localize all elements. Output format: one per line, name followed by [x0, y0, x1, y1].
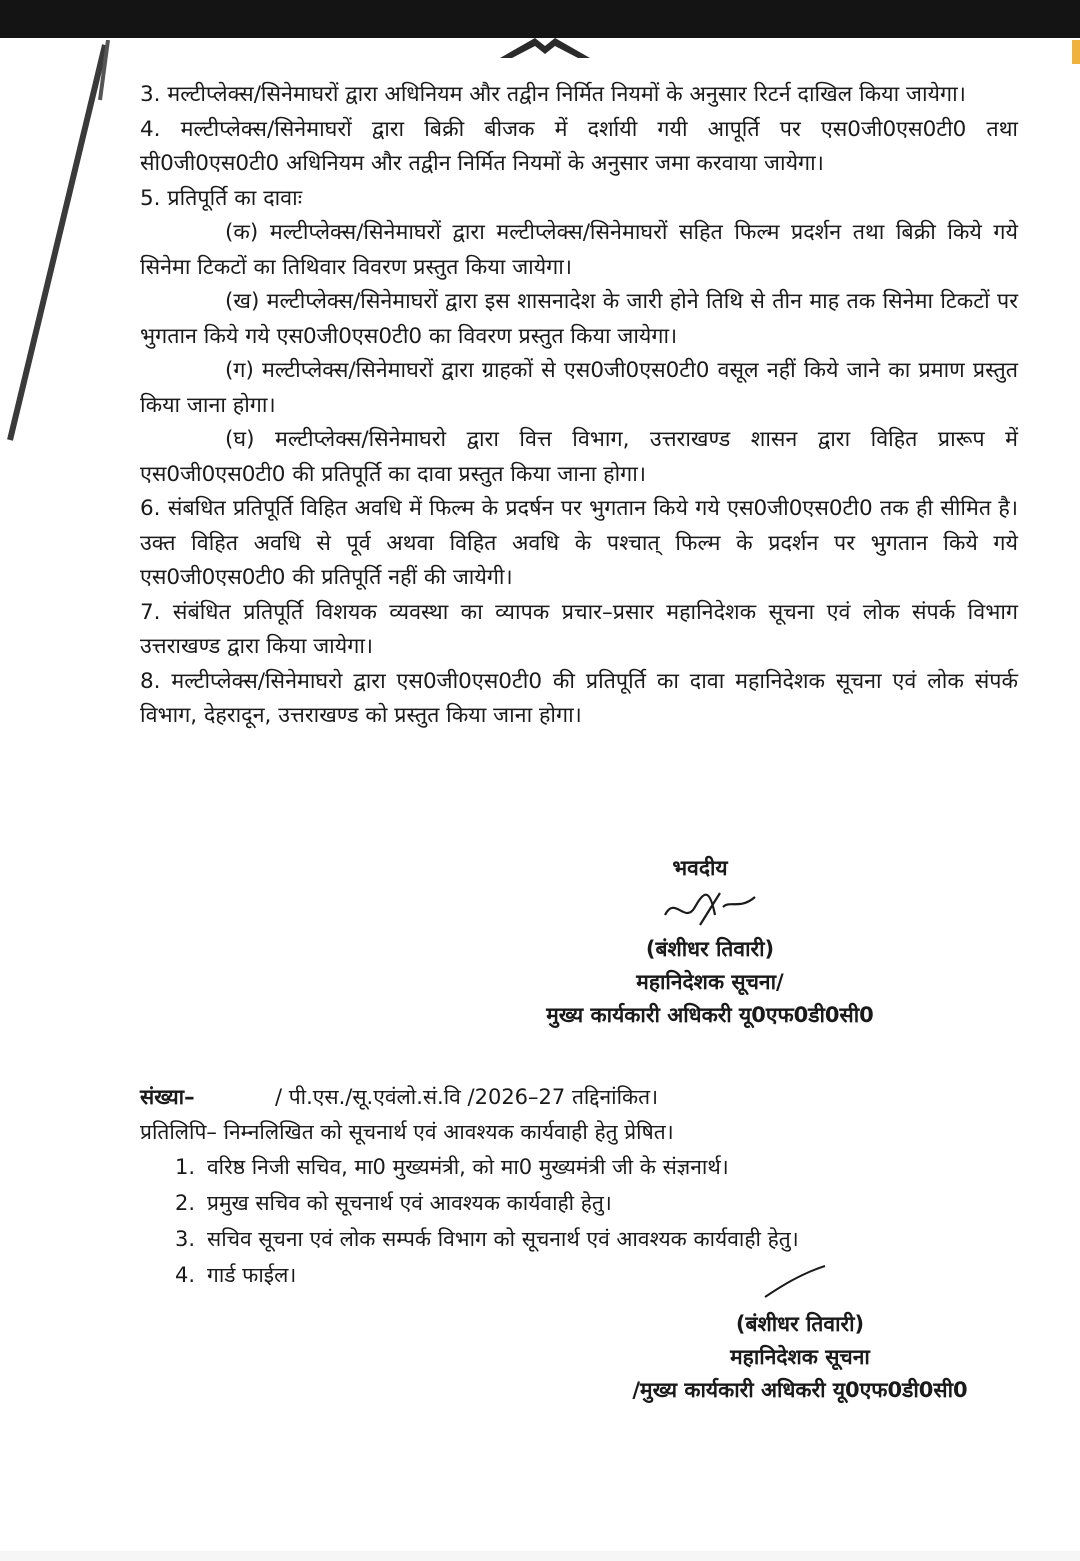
point-6: 6. संबधित प्रतिपूर्ति विहित अवधि में फिल्म के प्रदर्षन पर भुगतान किये गये एस0जी0एस0टी0 तक ही सीमित है। उक्त विहित अवधि से पूर्व अथवा विहित अवधि के पश्चात् फिल्म के प्रदर्शन पर भुगतान किये गये एस0जी0एस0टी0 की प्रतिपूर्ति नहीं की जायेगी।	[140, 496, 1018, 590]
emblem-icon	[500, 36, 590, 66]
signatory-designation-2-1: महानिदेशक सूचना	[730, 1345, 870, 1369]
signatory-designation-2: मुख्य कार्यकारी अधिकरी यू0एफ0डी0सी0	[546, 1003, 874, 1027]
page-edge-marker	[1072, 40, 1080, 64]
signature-icon	[645, 885, 775, 933]
initial-mark-icon	[760, 1262, 830, 1302]
signatory-name-2: (बंशीधर तिवारी)	[735, 1312, 865, 1336]
point-5: 5. प्रतिपूर्ति का दावाः	[140, 185, 303, 211]
point-8: 8. मल्टीप्लेक्स/सिनेमाघरो द्वारा एस0जी0एस0टी0 की प्रतिपूर्ति का दावा महानिदेशक सूचना एवं लोक संपर्क विभाग, देहरादून, उत्तराखण्ड को प्रस्तुत किया जाना होगा।	[140, 668, 1018, 728]
signatory-name: (बंशीधर तिवारी)	[645, 937, 775, 961]
dispatch-number-line	[140, 1080, 1020, 1115]
document-body	[140, 78, 1018, 734]
point-5-ga: (ग) मल्टीप्लेक्स/सिनेमाघरों द्वारा ग्राहकों से एस0जी0एस0टी0 वसूल नहीं किये जाने का प्रमाण प्रस्तुत किया जाना होगा।	[140, 358, 1018, 418]
list-item: 3. सचिव सूचना एवं लोक सम्पर्क विभाग को सूचनार्थ एवं आवश्यक कार्यवाही हेतु।	[175, 1227, 799, 1251]
closing-text: भवदीय	[672, 856, 728, 880]
bottom-edge	[0, 1551, 1080, 1561]
dispatch-number-label: संख्या–	[140, 1085, 195, 1109]
dispatch-number-value: / पी.एस./सू.एवंलो.सं.वि /2026–27 तद्दिनांकित।	[275, 1085, 659, 1109]
margin-scribble	[0, 40, 120, 460]
top-dark-bar	[0, 0, 1080, 38]
point-4: 4. मल्टीप्लेक्स/सिनेमाघरों द्वारा बिक्री बीजक में दर्शायी गयी आपूर्ति पर एस0जी0एस0टी0 तथा सी0जी0एस0टी0 अधिनियम और तद्वीन निर्मित नियमों के अनुसार जमा करवाया जायेगा।	[140, 116, 1018, 176]
signature-block-1	[500, 852, 920, 1032]
list-item: 1. वरिष्ठ निजी सचिव, मा0 मुख्यमंत्री, को मा0 मुख्यमंत्री जी के संज्ञनार्थ।	[175, 1155, 729, 1179]
list-item: 2. प्रमुख सचिव को सूचनार्थ एवं आवश्यक कार्यवाही हेतु।	[175, 1191, 612, 1215]
signatory-designation-1: महानिदेशक सूचना/	[636, 970, 784, 994]
signatory-designation-2-2: /मुख्य कार्यकारी अधिकरी यू0एफ0डी0सी0	[632, 1378, 968, 1402]
list-item: 4. गार्ड फाईल।	[175, 1263, 297, 1287]
dispatch-section	[140, 1080, 1020, 1294]
recipients-list	[140, 1150, 1020, 1294]
point-5-kha: (ख) मल्टीप्लेक्स/सिनेमाघरों द्वारा इस शासनादेश के जारी होने तिथि से तीन माह तक सिनेमा टिकटों पर भुगतान किये गये एस0जी0एस0टी0 का विवरण प्रस्तुत किया जायेगा।	[140, 289, 1018, 349]
signature-block-2	[590, 1308, 1010, 1407]
point-5-ka: (क) मल्टीप्लेक्स/सिनेमाघरों द्वारा मल्टीप्लेक्स/सिनेमाघरों सहित फिल्म प्रदर्शन तथा बिक्री किये गये सिनेमा टिकटों का तिथिवार विवरण प्रस्तुत किया जायेगा।	[140, 220, 1018, 280]
point-7: 7. संबंधित प्रतिपूर्ति विशयक व्यवस्था का व्यापक प्रचार–प्रसार महानिदेशक सूचना एवं लोक संपर्क विभाग उत्तराखण्ड द्वारा किया जायेगा।	[140, 599, 1018, 659]
point-3: 3. मल्टीप्लेक्स/सिनेमाघरों द्वारा अधिनियम और तद्वीन निर्मित नियमों के अनुसार रिटर्न दाखिल किया जायेगा।	[140, 82, 966, 107]
copy-line: प्रतिलिपि– निम्नलिखित को सूचनार्थ एवं आवश्यक कार्यवाही हेतु प्रेषित।	[140, 1120, 674, 1144]
point-5-gha: (घ) मल्टीप्लेक्स/सिनेमाघरो द्वारा वित्त विभाग, उत्तराखण्ड शासन द्वारा विहित प्रारूप में एस0जी0एस0टी0 की प्रतिपूर्ति का दावा प्रस्तुत किया जाना होगा।	[140, 427, 1018, 487]
